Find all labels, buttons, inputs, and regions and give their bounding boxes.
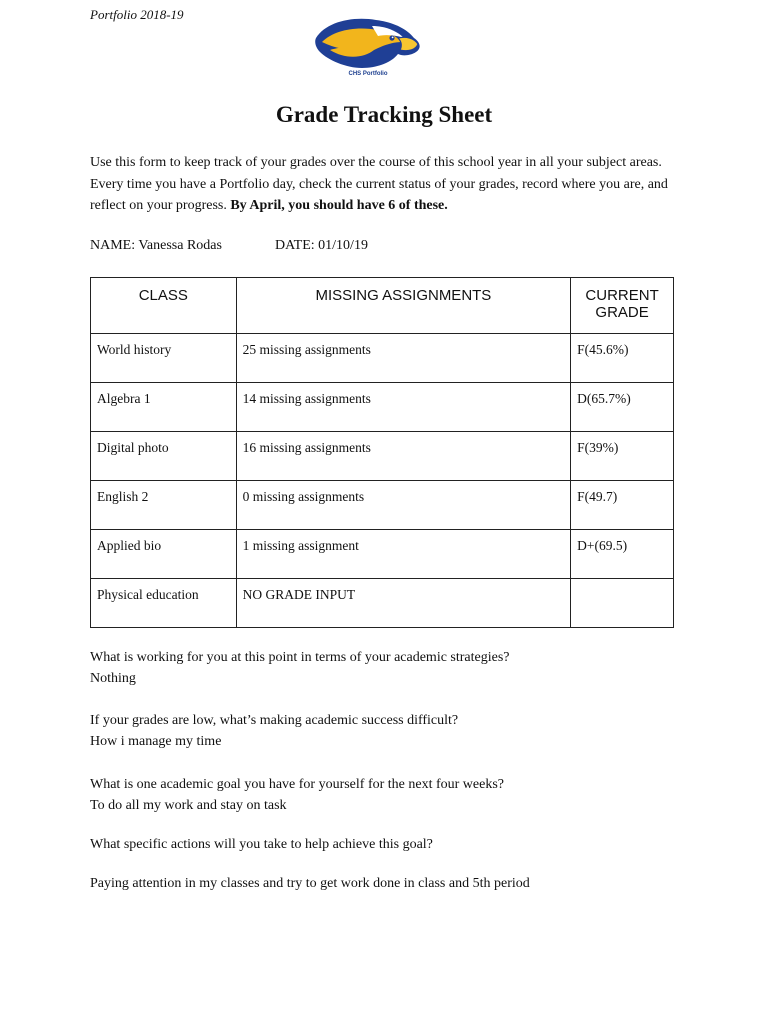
class-cell: Digital photo xyxy=(91,432,237,481)
intro-emphasis: By April, you should have 6 of these. xyxy=(230,198,448,213)
grade-cell: D(65.7%) xyxy=(571,383,674,432)
reflection-question-3 xyxy=(90,774,690,816)
class-cell: Physical education xyxy=(91,579,237,628)
missing-cell: 0 missing assignments xyxy=(236,481,571,530)
intro-text: Use this form to keep track of your grades over the course of this school year in all your subject areas. Every time you have a Portfolio day, check the current status of your grades, record where you are, and reflect on your progress. xyxy=(90,155,668,213)
missing-cell: 16 missing assignments xyxy=(236,432,571,481)
answer-text: Nothing xyxy=(90,671,136,686)
page-title: Grade Tracking Sheet xyxy=(275,102,493,127)
intro-paragraph xyxy=(90,152,680,217)
table-row xyxy=(91,481,674,530)
grade-cell: F(49.7) xyxy=(571,481,674,530)
missing-cell: 14 missing assignments xyxy=(236,383,571,432)
logo-caption: CHS Portfolio xyxy=(348,71,388,77)
sheet-date: DATE: 01/10/19 xyxy=(275,238,368,253)
school-logo xyxy=(312,12,424,84)
reflection-question-2 xyxy=(90,710,690,752)
reflection-question-1 xyxy=(90,647,690,689)
class-cell: Algebra 1 xyxy=(91,383,237,432)
portfolio-year-note: Portfolio 2018-19 xyxy=(90,7,184,22)
class-cell: Applied bio xyxy=(91,530,237,579)
table-row xyxy=(91,579,674,628)
grade-table xyxy=(90,277,674,628)
missing-cell: 25 missing assignments xyxy=(236,334,571,383)
class-cell: World history xyxy=(91,334,237,383)
header-class: CLASS xyxy=(91,278,237,334)
eagle-icon xyxy=(312,12,424,74)
missing-cell: NO GRADE INPUT xyxy=(236,579,571,628)
question-text: What is working for you at this point in terms of your academic strategies? xyxy=(90,650,510,665)
missing-cell: 1 missing assignment xyxy=(236,530,571,579)
table-row xyxy=(91,432,674,481)
class-cell: English 2 xyxy=(91,481,237,530)
question-text: If your grades are low, what’s making academic success difficult? xyxy=(90,713,459,728)
question-text: What is one academic goal you have for yourself for the next four weeks? xyxy=(90,777,505,792)
answer-text: To do all my work and stay on task xyxy=(90,798,287,813)
grade-cell: F(39%) xyxy=(571,432,674,481)
table-row xyxy=(91,334,674,383)
table-header-row xyxy=(91,278,674,334)
header-current-grade: CURRENT GRADE xyxy=(571,278,674,334)
grade-cell: D+(69.5) xyxy=(571,530,674,579)
student-name: NAME: Vanessa Rodas xyxy=(90,238,222,253)
header-missing-assignments: MISSING ASSIGNMENTS xyxy=(236,278,571,334)
table-row xyxy=(91,530,674,579)
grade-cell xyxy=(571,579,674,628)
answer-text: Paying attention in my classes and try to get work done in class and 5th period xyxy=(90,876,530,891)
question-text: What specific actions will you take to help achieve this goal? xyxy=(90,837,433,852)
table-row xyxy=(91,383,674,432)
grade-cell: F(45.6%) xyxy=(571,334,674,383)
answer-text: How i manage my time xyxy=(90,734,222,749)
reflection-question-4 xyxy=(90,834,690,894)
